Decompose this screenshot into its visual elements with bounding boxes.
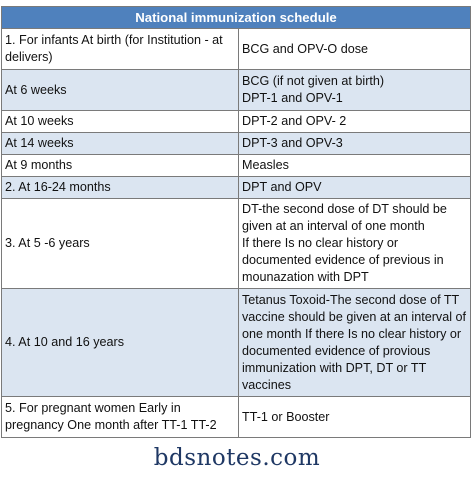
table-row [2, 199, 471, 289]
vaccine-cell: BCG and OPV-O dose [239, 29, 471, 70]
age-cell: At 9 months [2, 155, 239, 177]
age-cell: At 10 weeks [2, 111, 239, 133]
age-cell: At 14 weeks [2, 133, 239, 155]
vaccine-cell: DPT and OPV [239, 177, 471, 199]
age-cell: 3. At 5 -6 years [2, 199, 239, 289]
vaccine-cell: BCG (if not given at birth) DPT-1 and OPV-1 [239, 70, 471, 111]
vaccine-cell: Tetanus Toxoid-The second dose of TT vaccine should be given at an interval of one month If there Is no clear history or documented evidence of provious immunization with DPT, DT or TT vaccines [239, 289, 471, 397]
table-row [2, 111, 471, 133]
table-row [2, 29, 471, 70]
table-header-row [2, 7, 471, 29]
vaccine-cell: Measles [239, 155, 471, 177]
age-cell: At 6 weeks [2, 70, 239, 111]
table-row [2, 177, 471, 199]
table-row [2, 133, 471, 155]
table-row [2, 397, 471, 438]
age-cell: 1. For infants At birth (for Institution - at delivers) [2, 29, 239, 70]
site-watermark: bdsnotes.com [153, 445, 321, 471]
table-title: National immunization schedule [2, 7, 471, 29]
vaccine-cell: DPT-3 and OPV-3 [239, 133, 471, 155]
age-cell: 2. At 16-24 months [2, 177, 239, 199]
table-row [2, 289, 471, 397]
table-row [2, 70, 471, 111]
age-cell: 5. For pregnant women Early in pregnancy One month after TT-1 TT-2 [2, 397, 239, 438]
vaccine-cell: TT-1 or Booster [239, 397, 471, 438]
age-cell: 4. At 10 and 16 years [2, 289, 239, 397]
vaccine-cell: DT-the second dose of DT should be given at an interval of one month If there Is no clear history or documented evidence of previous in mounazation with DPT [239, 199, 471, 289]
vaccine-cell: DPT-2 and OPV- 2 [239, 111, 471, 133]
immunization-table [1, 6, 471, 438]
table-row [2, 155, 471, 177]
